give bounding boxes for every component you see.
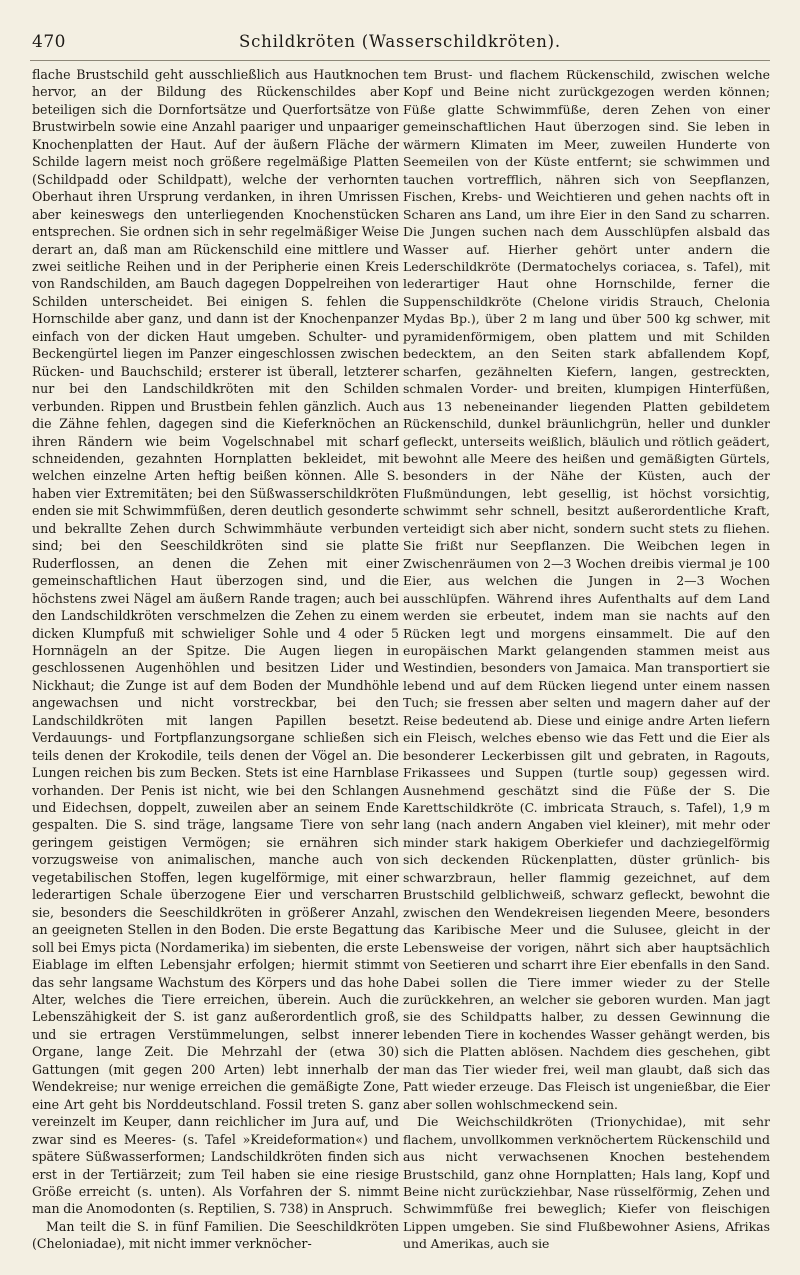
page-number: 470 — [32, 32, 66, 52]
left-column — [32, 66, 399, 1261]
paragraph: tem Brust- und flachem Rückenschild, zwischen welche Kopf und Beine nicht zurückgezogen werden können; Füße glatte Schwimmfüße, deren Zehen von einer gemeinschaftlichen Haut überzogen sind. Sie leben in wärmern Klimaten im Meer, zuweilen Hunderte von Seemeilen von der Küste entfernt; sie schwimmen und tauchen vortrefflich, nähren sich von Seepflanzen, Fischen, Krebs- und Weichtieren und gehen nachts oft in Scharen ans Land, um ihre Eier in den Sand zu scharren. Die Jungen suchen nach dem Ausschlüpfen alsbald das Wasser auf. Hierher gehört unter andern die Lederschildkröte (Dermatochelys coriacea, s. Tafel), mit lederartiger Haut ohne Hornschilde, ferner die Suppenschildkröte (Chelone viridis Strauch, Chelonia Mydas Bp.), über 2 m lang und über 500 kg schwer, mit pyramidenförmigem, oben plattem und mit Schilden bedecktem, an den Seiten stark abfallendem Kopf, scharfen, gezähnelten Kiefern, langen, gestreckten, schmalen Vorder- und breiten, klumpigen Hinterfüßen, aus 13 nebeneinander liegenden Platten gebildetem Rückenschild, dunkel bräunlichgrün, heller und dunkler gefleckt, unterseits weißlich, bläulich und rötlich geädert, bewohnt alle Meere des heißen und gemäßigten Gürtels, besonders in der Nähe der Küsten, auch der Flußmündungen, lebt gesellig, ist höchst vorsichtig, schwimmt sehr schnell, besitzt außerordentliche Kraft, verteidigt sich aber nicht, sondern sucht stets zu fliehen. Sie frißt nur Seepflanzen. Die Weibchen legen in Zwischenräumen von 2—3 Wochen dreibis viermal je 100 Eier, aus welchen die Jungen in 2—3 Wochen ausschlüpfen. Während ihres Aufenthalts auf dem Land werden sie erbeutet, indem man sie nachts auf den Rücken legt und morgens einsammelt. Die auf den europäischen Markt gelangenden stammen meist aus Westindien, besonders von Jamaica. Man transportiert sie lebend und auf dem Rücken liegend unter einem nassen Tuch; sie fressen aber selten und magern daher auf der Reise bedeutend ab. Diese und einige andre Arten liefern ein Fleisch, welches ebenso wie das Fett und die Eier als besonderer Leckerbissen gilt und gebraten, in Ragouts, Frikassees und Suppen (turtle soup) gegessen wird. Ausnehmend geschätzt sind die Füße der S. Die Karettschildkröte (C. imbricata Strauch, s. Tafel), 1,9 m lang (nach andern Angaben viel kleiner), mit mehr oder minder stark hakigem Oberkiefer und dachziegelförmig sich deckenden Rückenplatten, düster grünlich- bis schwarzbraun, heller flammig gezeichnet, auf dem Brustschild gelblichweiß, schwarz gefleckt, bewohnt die zwischen den Wendekreisen liegenden Meere, besonders das Karibische Meer und die Sulusee, gleicht in der Lebensweise der vorigen, nährt sich aber hauptsächlich von Seetieren und scharrt ihre Eier ebenfalls in den Sand. Dabei sollen die Tiere immer wieder zu der Stelle zurückkehren, an welcher sie geboren wurden. Man jagt sie des Schildpatts halber, zu dessen Gewinnung die lebenden Tiere in kochendes Wasser gehängt werden, bis sich die Platten ablösen. Nachdem dies geschehen, gibt man das Tier wieder frei, weil man glaubt, daß sich das Patt wieder erzeuge. Das Fleisch ist ungenießbar, die Eier aber sollen wohlschmeckend sein. — [403, 67, 770, 1112]
paragraph: flache Brustschild geht ausschließlich aus Hautknochen hervor, an der Bildung des Rückenschildes aber beteiligen sich die Dornfortsätze und Querfortsätze von Brustwirbeln sowie eine Anzahl paariger und unpaariger Knochenplatten der Haut. Auf der äußern Fläche der Schilde lagern meist noch größere regelmäßige Platten (Schildpadd oder Schildpatt), welche der verhornten Oberhaut ihren Ursprung verdanken, in ihren Umrissen aber keineswegs den unterliegenden Knochenstücken entsprechen. Sie ordnen sich in sehr regelmäßiger Weise derart an, daß man am Rückenschild eine mittlere und zwei seitliche Reihen und in der Peripherie einen Kreis von Randschilden, am Bauch dagegen Doppelreihen von Schilden unterscheidet. Bei einigen S. fehlen die Hornschilde aber ganz, und dann ist der Knochenpanzer einfach von der dicken Haut umgeben. Schulter- und Beckengürtel liegen im Panzer eingeschlossen zwischen Rücken- und Bauchschild; ersterer ist überall, letzterer nur bei den Landschildkröten mit den Schilden verbunden. Rippen und Brustbein fehlen gänzlich. Auch die Zähne fehlen, dagegen sind die Kieferknöchen an ihren Rändern wie beim Vogelschnabel mit scharf schneidenden, gezahnten Hornplatten bekleidet, mit welchen einzelne Arten heftig beißen können. Alle S. haben vier Extremitäten; bei den Süßwasserschildkröten enden sie mit Schwimmfüßen, deren deutlich gesonderte und bekrallte Zehen durch Schwimmhäute verbunden sind; bei den Seeschildkröten sind sie platte Ruderflossen, an denen die Zehen mit einer gemeinschaftlichen Haut überzogen sind, und die höchstens zwei Nägel am äußern Rande tragen; auch bei den Landschildkröten verschmelzen die Zehen zu einem dicken Klumpfuß mit schwieliger Sohle und 4 oder 5 Hornnägeln an der Spitze. Die Augen liegen in geschlossenen Augenhöhlen und besitzen Lider und Nickhaut; die Zunge ist auf dem Boden der Mundhöhle angewachsen und nicht vorstreckbar, bei den Landschildkröten mit langen Papillen besetzt. Verdauungs- und Fortpflanzungsorgane schließen sich teils denen der Krokodile, teils denen der Vögel an. Die Lungen reichen bis zum Becken. Stets ist eine Harnblase vorhanden. Der Penis ist nicht, wie bei den Schlangen und Eidechsen, doppelt, zuweilen aber an seinem Ende gespalten. Die S. sind träge, langsame Tiere von sehr geringem geistigen Vermögen; sie ernähren sich vorzugsweise von animalischen, manche auch von vegetabilischen Stoffen, legen kugelförmige, mit einer lederartigen Schale überzogene Eier und verscharren sie, besonders die Seeschildkröten in größerer Anzahl, an geeigneten Stellen in den Boden. Die erste Begattung soll bei Emys picta (Nordamerika) im siebenten, die erste Eiablage im elften Lebensjahr erfolgen; hiermit stimmt das sehr langsame Wachstum des Körpers und das hohe Alter, welches die Tiere erreichen, überein. Auch die Lebenszähigkeit der S. ist ganz außerordentlich groß, und sie ertragen Verstümmelungen, selbst innerer Organe, lange Zeit. Die Mehrzahl der (etwa 30) Gattungen (mit gegen 200 Arten) lebt innerhalb der Wendekreise; nur wenige erreichen die gemäßigte Zone, eine Art geht bis Norddeutschland. Fossil treten S. ganz vereinzelt im Keuper, dann reichlicher im Jura auf, und zwar sind es Meeres- (s. Tafel »Kreideformation«) und spätere Süßwasserformen; Landschildkröten finden sich erst in der Tertiärzeit; zum Teil haben sie eine riesige Größe erreicht (s. unten). Als Vorfahren der S. nimmt man die Anomodonten (s. Reptilien, S. 738) in Anspruch. — [32, 67, 399, 1217]
running-title: Schildkröten (Wasserschildkröten). — [239, 32, 561, 51]
page-header — [30, 30, 770, 58]
paragraph: Die Weichschildkröten (Trionychidae), mit sehr flachem, unvollkommen verknöchertem Rückenschild und aus nicht verwachsenen Knochen bestehendem Brustschild, ganz ohne Hornplatten; Hals lang, Kopf und Beine nicht zurückziehbar, Nase rüsselförmig, Zehen und Schwimmfüße frei beweglich; Kiefer von fleischigen Lippen umgeben. Sie sind Flußbewohner Asiens, Afrikas und Amerikas, auch sie — [403, 1114, 770, 1252]
header-rule — [30, 60, 770, 61]
paragraph: Man teilt die S. in fünf Familien. Die Seeschildkröten (Cheloniadae), mit nicht immer verknöcher- — [32, 1218, 399, 1252]
right-column — [403, 66, 770, 1261]
